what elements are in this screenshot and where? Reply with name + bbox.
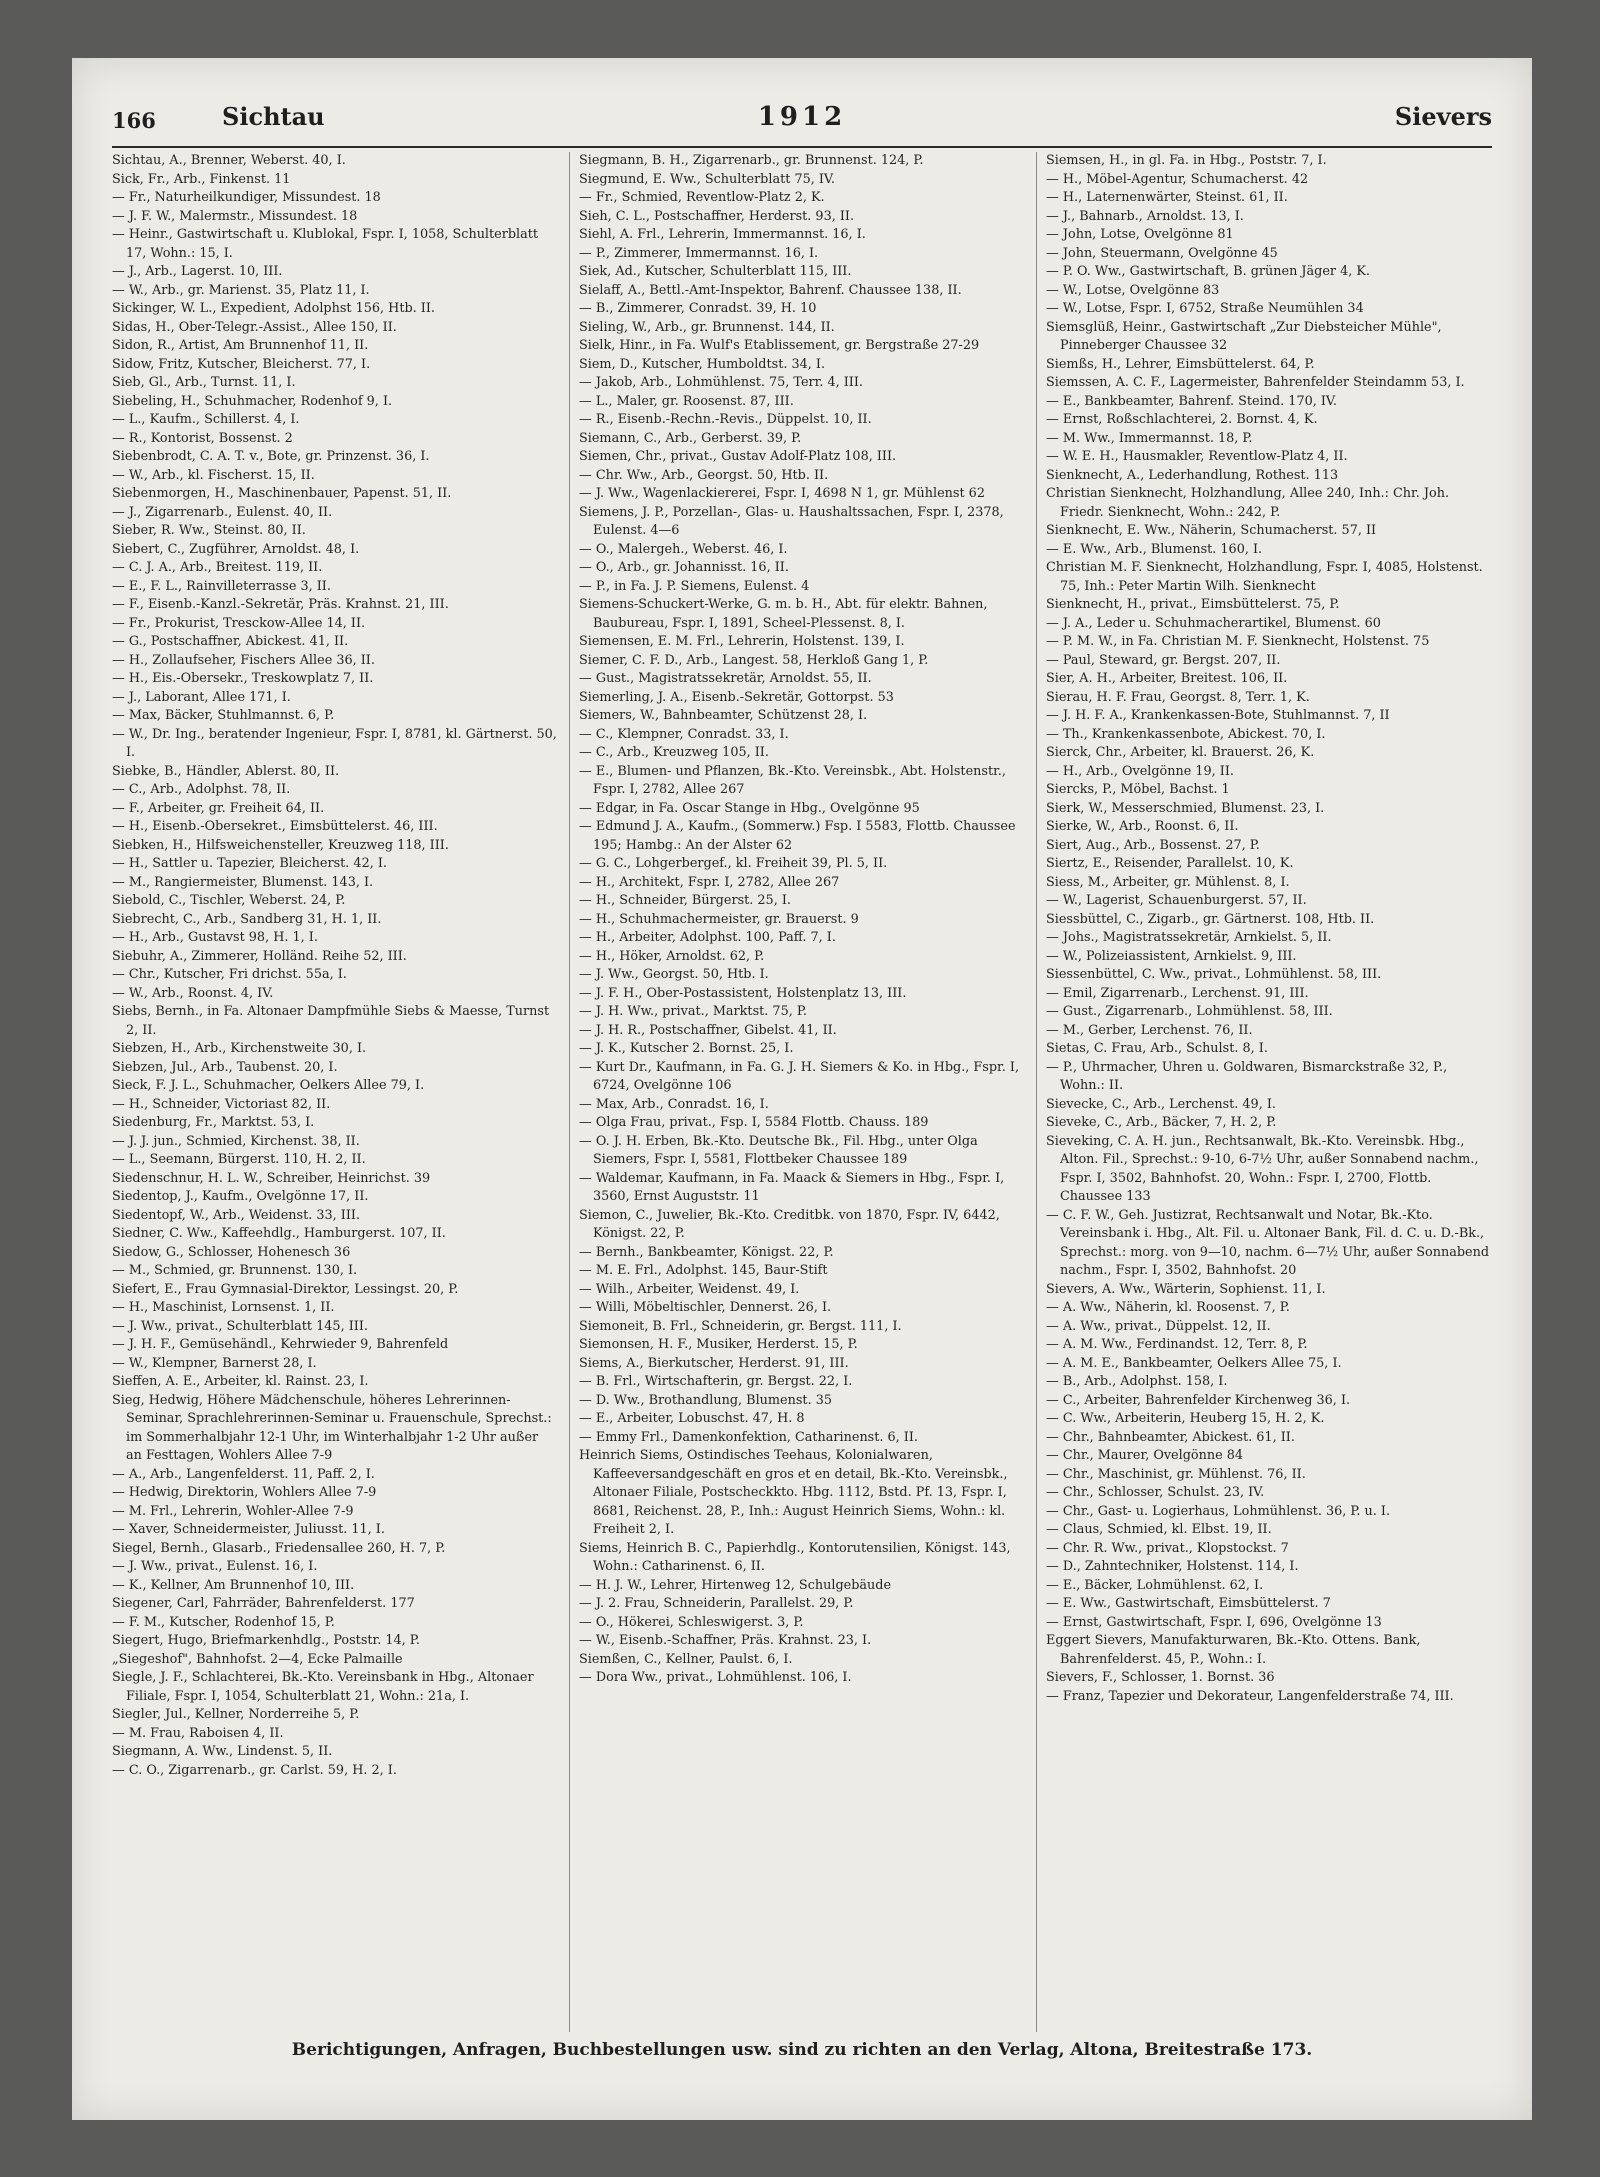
directory-entry: — J. A., Leder u. Schuhmacherartikel, Blumenst. 60: [1046, 615, 1381, 631]
directory-entry: Siessenbüttel, C. Ww., privat., Lohmühlenst. 58, III.: [1046, 967, 1382, 982]
directory-entry: — C., Arb., Adolphst. 78, II.: [112, 782, 291, 797]
directory-entry: Siegmund, E. Ww., Schulterblatt 75, IV.: [579, 171, 835, 187]
directory-entry: — J. Ww., Wagenlackiererei, Fspr. I, 4698 N 1, gr. Mühlenst 62: [579, 486, 985, 501]
directory-entry: — E. Ww., Gastwirtschaft, Eimsbüttelerst. 7: [1046, 1596, 1331, 1611]
directory-entry: Sienknecht, A., Lederhandlung, Rothest. 113: [1046, 467, 1339, 483]
directory-entry: — Fr., Prokurist, Tresckow-Allee 14, II.: [112, 615, 366, 631]
directory-entry: Siemensen, E. M. Frl., Lehrerin, Holstenst. 139, I.: [579, 634, 905, 649]
directory-entry: — W. E. H., Hausmakler, Reventlow-Platz 4, II.: [1046, 449, 1348, 464]
directory-entry: — E. Ww., Arb., Blumenst. 160, I.: [1046, 541, 1263, 557]
directory-entry: — W., Lotse, Ovelgönne 83: [1046, 282, 1220, 298]
directory-entry: — W., Arb., kl. Fischerst. 15, II.: [112, 467, 315, 483]
directory-entry: — H., Eisenb.-Obersekret., Eimsbüttelerst. 46, III.: [112, 819, 438, 834]
directory-entry: Sierke, W., Arb., Roonst. 6, II.: [1046, 819, 1239, 834]
directory-entry: — Franz, Tapezier und Dekorateur, Langenfelderstraße 74, III.: [1046, 1688, 1454, 1704]
directory-entry: — Gust., Zigarrenarb., Lohmühlenst. 58, III.: [1046, 1004, 1333, 1019]
directory-entry: Siemoneit, B. Frl., Schneiderin, gr. Bergst. 111, I.: [579, 1318, 902, 1334]
directory-entry: — D., Zahntechniker, Holstenst. 114, I.: [1046, 1559, 1299, 1574]
directory-entry: Sienknecht, E. Ww., Näherin, Schumacherst. 57, II: [1046, 523, 1377, 538]
year-heading: 1912: [757, 102, 847, 132]
directory-entry: — Chr., Maschinist, gr. Mühlenst. 76, II.: [1046, 1466, 1306, 1482]
directory-entry: Sielaff, A., Bettl.-Amt-Inspektor, Bahrenf. Chaussee 138, II.: [579, 282, 962, 298]
directory-entry: — Chr. Ww., Arb., Georgst. 50, Htb. II.: [579, 467, 829, 483]
directory-entry: Sick, Fr., Arb., Finkenst. 11: [112, 171, 291, 187]
directory-entry: Sierk, W., Messerschmied, Blumenst. 23, I.: [1046, 800, 1325, 816]
directory-entry: — H., Höker, Arnoldst. 62, P.: [579, 948, 765, 964]
directory-entry: Siebken, H., Hilfsweichensteller, Kreuzweg 118, III.: [112, 837, 449, 853]
directory-entry: Sieveke, C., Arb., Bäcker, 7, H. 2, P.: [1046, 1115, 1277, 1130]
directory-entry: Siemens, J. P., Porzellan-, Glas- u. Haushaltssachen, Fspr. I, 2378, Eulenst. 4—6: [579, 504, 1004, 538]
directory-entry: — Chr., Bahnbeamter, Abickest. 61, II.: [1046, 1429, 1295, 1445]
directory-entry: Siebrecht, C., Arb., Sandberg 31, H. 1, II.: [112, 911, 382, 927]
directory-entry: Siemen, Chr., privat., Gustav Adolf-Platz 108, III.: [579, 449, 897, 464]
directory-entry: Siegle, J. F., Schlachterei, Bk.-Kto. Vereinsbank in Hbg., Altonaer Filiale, Fspr. I, 1054, Schulterblatt 21, Wohn.: 21a, I.: [112, 1670, 534, 1704]
directory-entry: — Th., Krankenkassenbote, Abickest. 70, I.: [1046, 726, 1326, 742]
directory-entry: Siemsglüß, Heinr., Gastwirtschaft „Zur Diebsteicher Mühle", Pinneberger Chaussee 32: [1046, 319, 1442, 353]
directory-entry: Siegener, Carl, Fahrräder, Bahrenfelderst. 177: [112, 1596, 415, 1611]
directory-entry: — J., Arb., Lagerst. 10, III.: [112, 264, 283, 279]
directory-entry: Siefert, E., Frau Gymnasial-Direktor, Lessingst. 20, P.: [112, 1281, 459, 1297]
directory-entry: — M. Frau, Raboisen 4, II.: [112, 1725, 284, 1741]
directory-entry: — Max, Bäcker, Stuhlmannst. 6, P.: [112, 708, 335, 723]
directory-entry: — D. Ww., Brothandlung, Blumenst. 35: [579, 1392, 832, 1408]
directory-entry: — M., Rangiermeister, Blumenst. 143, I.: [112, 874, 374, 890]
directory-entry: Siegert, Hugo, Briefmarkenhdlg., Poststr. 14, P.: [112, 1633, 420, 1648]
directory-entry: — Fr., Naturheilkundiger, Missundest. 18: [112, 190, 381, 205]
directory-entry: Siemsen, H., in gl. Fa. in Hbg., Poststr. 7, I.: [1046, 153, 1327, 168]
directory-entry: Siemonsen, H. F., Musiker, Herderst. 15, P.: [579, 1337, 858, 1352]
directory-entry: Siemer, C. F. D., Arb., Langest. 58, Herkloß Gang 1, P.: [579, 652, 929, 668]
directory-entry: — J. 2. Frau, Schneiderin, Parallelst. 29, P.: [579, 1596, 854, 1611]
directory-entry: — Chr. R. Ww., privat., Klopstockst. 7: [1046, 1540, 1289, 1556]
directory-entry: Sieh, C. L., Postschaffner, Herderst. 93, II.: [579, 208, 855, 224]
directory-entry: — C., Klempner, Conradst. 33, I.: [579, 726, 789, 742]
directory-entry: — Olga Frau, privat., Fsp. I, 5584 Flottb. Chauss. 189: [579, 1115, 929, 1130]
directory-entry: — Waldemar, Kaufmann, in Fa. Maack & Siemers in Hbg., Fspr. I, 3560, Ernst Auguststr. 11: [579, 1170, 1005, 1204]
right-keyword: Sievers: [1394, 102, 1492, 131]
directory-entry: — P., in Fa. J. P. Siemens, Eulenst. 4: [579, 578, 810, 594]
directory-entry: Christian M. F. Sienknecht, Holzhandlung, Fspr. I, 4085, Holstenst. 75, Inh.: Peter Martin Wilh. Sienknecht: [1046, 560, 1483, 594]
directory-entry: — O. J. H. Erben, Bk.-Kto. Deutsche Bk., Fil. Hbg., unter Olga Siemers, Fspr. I, 5581, Flottbeker Chaussee 189: [579, 1133, 978, 1167]
directory-entry: — John, Steuermann, Ovelgönne 45: [1046, 245, 1278, 261]
directory-entry: — G. C., Lohgerbergef., kl. Freiheit 39, Pl. 5, II.: [579, 856, 888, 871]
directory-entry: — A., Arb., Langenfelderst. 11, Paff. 2, I.: [112, 1466, 375, 1482]
directory-entry: Sieveking, C. A. H. jun., Rechtsanwalt, Bk.-Kto. Vereinsbk. Hbg., Alton. Fil., Sprechst.: 9-10, 6-7½ Uhr, außer Sonnabend nachm., Fspr. I, 3502, Bahnhofst. 20, Wohn.: Fspr. I, 2700, Flottb. Chaussee 133: [1046, 1133, 1479, 1204]
directory-entry: — Willi, Möbeltischler, Dennerst. 26, I.: [579, 1300, 832, 1315]
directory-entry: — A. M. E., Bankbeamter, Oelkers Allee 75, I.: [1046, 1355, 1342, 1371]
directory-entry: — H., Sattler u. Tapezier, Bleicherst. 42, I.: [112, 856, 387, 871]
directory-entry: — H., Arb., Ovelgönne 19, II.: [1046, 763, 1234, 779]
directory-entry: Sienknecht, H., privat., Eimsbüttelerst. 75, P.: [1046, 597, 1340, 612]
directory-entry: — P., Zimmerer, Immermannst. 16, I.: [579, 245, 819, 261]
directory-entry: — C. J. A., Arb., Breitest. 119, II.: [112, 560, 323, 575]
directory-entry: — J. K., Kutscher 2. Bornst. 25, I.: [579, 1041, 794, 1056]
column-2: [579, 152, 1025, 2032]
directory-page: [72, 58, 1532, 2120]
directory-entry: — Edgar, in Fa. Oscar Stange in Hbg., Ovelgönne 95: [579, 800, 920, 816]
directory-entry: — J. H. F. A., Krankenkassen-Bote, Stuhlmannst. 7, II: [1046, 708, 1390, 723]
directory-entry: — B. Frl., Wirtschafterin, gr. Bergst. 22, I.: [579, 1374, 853, 1389]
directory-entry: Sieling, W., Arb., gr. Brunnenst. 144, II.: [579, 319, 835, 335]
directory-entry: — H., Schneider, Bürgerst. 25, I.: [579, 893, 791, 908]
directory-entry: — Ernst, Roßschlachterei, 2. Bornst. 4, K.: [1046, 412, 1318, 427]
directory-entry: — John, Lotse, Ovelgönne 81: [1046, 227, 1234, 242]
directory-entry: — C., Arb., Kreuzweg 105, II.: [579, 745, 769, 760]
directory-entry: — H., Architekt, Fspr. I, 2782, Allee 267: [579, 874, 840, 890]
directory-entry: — W., Dr. Ing., beratender Ingenieur, Fspr. I, 8781, kl. Gärtnerst. 50, I.: [112, 726, 557, 760]
directory-entry: — Chr., Schlosser, Schulst. 23, IV.: [1046, 1485, 1265, 1500]
directory-entry: — J., Laborant, Allee 171, I.: [112, 689, 291, 705]
directory-entry: Sievecke, C., Arb., Lerchenst. 49, I.: [1046, 1096, 1276, 1112]
directory-entry: Sier, A. H., Arbeiter, Breitest. 106, II.: [1046, 671, 1288, 686]
directory-entry: Siemann, C., Arb., Gerberst. 39, P.: [579, 430, 802, 446]
column-3: [1046, 152, 1492, 2032]
directory-entry: Siebenmorgen, H., Maschinenbauer, Papenst. 51, II.: [112, 486, 452, 501]
directory-entry: Sickinger, W. L., Expedient, Adolphst 156, Htb. II.: [112, 301, 435, 316]
directory-entry: — J., Zigarrenarb., Eulenst. 40, II.: [112, 504, 333, 520]
directory-entry: Siedenschnur, H. L. W., Schreiber, Heinrichst. 39: [112, 1170, 431, 1186]
directory-entry: — Wilh., Arbeiter, Weidenst. 49, I.: [579, 1281, 800, 1297]
directory-entry: — W., Lagerist, Schauenburgerst. 57, II.: [1046, 893, 1307, 908]
directory-entry: Sieg, Hedwig, Höhere Mädchenschule, höheres Lehrerinnen-Seminar, Sprachlehrerinnen-Seminar u. Frauenschule, Sprechst.: im Sommerhalbjahr 12-1 Uhr, im Winterhalbjahr 1-2 Uhr außer an Festtagen, Wohlers Allee 7-9: [112, 1392, 552, 1463]
directory-entry: Christian Sienknecht, Holzhandlung, Allee 240, Inh.: Chr. Joh. Friedr. Sienknecht, Wohn.: 242, P.: [1046, 486, 1450, 520]
directory-entry: Heinrich Siems, Ostindisches Teehaus, Kolonialwaren, Kaffeeversandgeschäft en gros et en detail, Bk.-Kto. Vereinsbk., Altonaer Filiale, Postscheckkto. Hbg. 1112, Bstd. Pf. 13, Fspr. I, 8681, Reichenst. 28, P., Inh.: August Heinrich Siems, Wohn.: kl. Freiheit 2, I.: [579, 1448, 1008, 1537]
directory-entry: — Paul, Steward, gr. Bergst. 207, II.: [1046, 652, 1281, 668]
directory-entry: — Edmund J. A., Kaufm., (Sommerw.) Fsp. I 5583, Flottb. Chaussee 195; Hambg.: An der Alster 62: [579, 819, 1016, 853]
directory-entry: — Kurt Dr., Kaufmann, in Fa. G. J. H. Siemers & Ko. in Hbg., Fspr. I, 6724, Ovelgönne 106: [579, 1059, 1020, 1093]
directory-entry: — W., Lotse, Fspr. I, 6752, Straße Neumühlen 34: [1046, 301, 1364, 316]
directory-entry: — H., Zollaufseher, Fischers Allee 36, II.: [112, 652, 375, 668]
directory-entry: — Dora Ww., privat., Lohmühlenst. 106, I.: [579, 1670, 852, 1685]
directory-entry: — E., Blumen- und Pflanzen, Bk.-Kto. Vereinsbk., Abt. Holstenstr., Fspr. I, 2782, Allee 267: [579, 763, 1006, 797]
directory-entry: — H., Möbel-Agentur, Schumacherst. 42: [1046, 171, 1309, 187]
directory-entry: Sievers, F., Schlosser, 1. Bornst. 36: [1046, 1670, 1275, 1685]
directory-entry: Sidon, R., Artist, Am Brunnenhof 11, II.: [112, 338, 369, 353]
directory-entry: — J. H. Ww., privat., Marktst. 75, P.: [579, 1004, 807, 1019]
directory-entry: Siemßen, C., Kellner, Paulst. 6, I.: [579, 1651, 793, 1667]
directory-entry: — O., Malergeh., Weberst. 46, I.: [579, 541, 788, 557]
directory-entry: — H., Maschinist, Lornsenst. 1, II.: [112, 1300, 335, 1315]
column-1: [112, 152, 558, 2032]
directory-entry: — W., Eisenb.-Schaffner, Präs. Krahnst. 23, I.: [579, 1633, 872, 1648]
directory-entry: — B., Zimmerer, Conradst. 39, H. 10: [579, 301, 817, 316]
directory-entry: — J. H. R., Postschaffner, Gibelst. 41, II.: [579, 1022, 837, 1038]
directory-entry: — M., Gerber, Lerchenst. 76, II.: [1046, 1022, 1253, 1038]
directory-entry: Sietas, C. Frau, Arb., Schulst. 8, I.: [1046, 1041, 1268, 1056]
directory-entry: Sierck, Chr., Arbeiter, kl. Brauerst. 26, K.: [1046, 745, 1315, 760]
directory-entry: — H., Schuhmachermeister, gr. Brauerst. 9: [579, 911, 859, 927]
directory-entry: Siebold, C., Tischler, Weberst. 24, P.: [112, 893, 346, 908]
directory-entry: Siek, Ad., Kutscher, Schulterblatt 115, III.: [579, 264, 852, 279]
directory-entry: Siem, D., Kutscher, Humboldtst. 34, I.: [579, 356, 826, 372]
directory-entry: — F., Arbeiter, gr. Freiheit 64, II.: [112, 800, 325, 816]
directory-entry: — C., Arbeiter, Bahrenfelder Kirchenweg 36, I.: [1046, 1392, 1351, 1408]
directory-entry: — C. Ww., Arbeiterin, Heuberg 15, H. 2, K.: [1046, 1411, 1325, 1426]
directory-entry: — L., Seemann, Bürgerst. 110, H. 2, II.: [112, 1152, 366, 1167]
directory-entry: — G., Postschaffner, Abickest. 41, II.: [112, 634, 349, 649]
directory-entry: — P. O. Ww., Gastwirtschaft, B. grünen Jäger 4, K.: [1046, 264, 1371, 279]
directory-entry: Siedner, C. Ww., Kaffeehdlg., Hamburgerst. 107, II.: [112, 1226, 446, 1241]
directory-entry: Sieb, Gl., Arb., Turnst. 11, I.: [112, 375, 296, 390]
directory-entry: — J. F. H., Ober-Postassistent, Holstenplatz 13, III.: [579, 985, 907, 1001]
directory-entry: Sierau, H. F. Frau, Georgst. 8, Terr. 1, K.: [1046, 689, 1310, 705]
directory-entry: Siegel, Bernh., Glasarb., Friedensallee 260, H. 7, P.: [112, 1540, 446, 1556]
directory-entry: — Heinr., Gastwirtschaft u. Klublokal, Fspr. I, 1058, Schulterblatt 17, Wohn.: 15, I.: [112, 227, 539, 261]
directory-entry: — Chr., Kutscher, Fri drichst. 55a, I.: [112, 967, 347, 982]
directory-entry: — P., Uhrmacher, Uhren u. Goldwaren, Bismarckstraße 32, P., Wohn.: II.: [1046, 1059, 1448, 1093]
column-divider: [1036, 152, 1037, 2032]
directory-entry: — W., Arb., gr. Marienst. 35, Platz 11, I.: [112, 282, 370, 298]
page-header: [112, 102, 1492, 142]
directory-entry: Sieck, F. J. L., Schuhmacher, Oelkers Allee 79, I.: [112, 1078, 425, 1093]
header-rule: [112, 146, 1492, 148]
directory-entry: Siemssen, A. C. F., Lagermeister, Bahrenfelder Steindamm 53, I.: [1046, 375, 1465, 390]
directory-entry: — H., Eis.-Obersekr., Treskowplatz 7, II.: [112, 671, 374, 686]
directory-entry: Siedentopf, W., Arb., Weidenst. 33, III.: [112, 1207, 361, 1223]
directory-entry: — O., Arb., gr. Johannisst. 16, II.: [579, 560, 789, 575]
directory-entry: — F., Eisenb.-Kanzl.-Sekretär, Präs. Krahnst. 21, III.: [112, 597, 449, 612]
directory-entry: Eggert Sievers, Manufakturwaren, Bk.-Kto. Ottens. Bank, Bahrenfelderst. 45, P., Wohn.: I.: [1046, 1633, 1421, 1667]
directory-entry: — O., Hökerei, Schleswigerst. 3, P.: [579, 1614, 804, 1630]
directory-entry: — Gust., Magistratssekretär, Arnoldst. 55, II.: [579, 671, 872, 686]
directory-entry: — E., Arbeiter, Lobuschst. 47, H. 8: [579, 1411, 805, 1426]
directory-entry: Siegmann, B. H., Zigarrenarb., gr. Brunnenst. 124, P.: [579, 153, 924, 168]
directory-entry: — P. M. W., in Fa. Christian M. F. Sienknecht, Holstenst. 75: [1046, 634, 1430, 649]
directory-entry: — J. H. F., Gemüsehändl., Kehrwieder 9, Bahrenfeld: [112, 1337, 449, 1352]
directory-entry: Siebs, Bernh., in Fa. Altonaer Dampfmühle Siebs & Maesse, Turnst 2, II.: [112, 1004, 550, 1038]
directory-entry: Sievers, A. Ww., Wärterin, Sophienst. 11, I.: [1046, 1281, 1326, 1297]
directory-entry: Siems, Heinrich B. C., Papierhdlg., Kontorutensilien, Königst. 143, Wohn.: Catharinenst. 6, II.: [579, 1540, 1011, 1574]
directory-entry: — C. O., Zigarrenarb., gr. Carlst. 59, H. 2, I.: [112, 1762, 397, 1778]
directory-entry: — B., Arb., Adolphst. 158, I.: [1046, 1374, 1228, 1389]
directory-entry: — Chr., Maurer, Ovelgönne 84: [1046, 1448, 1244, 1463]
directory-entry: — K., Kellner, Am Brunnenhof 10, III.: [112, 1577, 355, 1593]
directory-entry: — L., Kaufm., Schillerst. 4, I.: [112, 412, 300, 427]
directory-entry: — W., Polizeiassistent, Arnkielst. 9, III.: [1046, 948, 1297, 964]
directory-entry: — E., Bankbeamter, Bahrenf. Steind. 170, IV.: [1046, 393, 1337, 409]
directory-entry: — J., Bahnarb., Arnoldst. 13, I.: [1046, 208, 1244, 224]
directory-entry: — Emmy Frl., Damenkonfektion, Catharinenst. 6, II.: [579, 1429, 918, 1445]
column-divider: [569, 152, 570, 2032]
left-keyword: Sichtau: [222, 102, 325, 131]
directory-entry: Siert, Aug., Arb., Bossenst. 27, P.: [1046, 837, 1260, 853]
directory-entry: Siedow, G., Schlosser, Hohenesch 36: [112, 1244, 351, 1260]
directory-entry: — C. F. W., Geh. Justizrat, Rechtsanwalt und Notar, Bk.-Kto. Vereinsbank i. Hbg., Alt. Fil. u. Altonaer Bank, Fil. d. C. u. D.-Bk., Sprechst.: morg. von 9—10, nachm. 6—7½ Uhr, außer Sonnabend nachm., Fspr. I, 3502, Bahnhofst. 20: [1046, 1207, 1490, 1278]
directory-entry: Siemßs, H., Lehrer, Eimsbüttelerst. 64, P.: [1046, 356, 1315, 372]
directory-entry: — M., Schmied, gr. Brunnenst. 130, I.: [112, 1263, 358, 1278]
directory-entry: — H., Arbeiter, Adolphst. 100, Paff. 7, I.: [579, 930, 836, 945]
directory-entry: Siemon, C., Juwelier, Bk.-Kto. Creditbk. von 1870, Fspr. IV, 6442, Königst. 22, P.: [579, 1207, 1000, 1241]
directory-entry: Siems, A., Bierkutscher, Herderst. 91, III.: [579, 1355, 849, 1371]
directory-entry: Siedentop, J., Kaufm., Ovelgönne 17, II.: [112, 1189, 369, 1204]
directory-entry: — W., Klempner, Barnerst 28, I.: [112, 1355, 317, 1371]
directory-entry: Siehl, A. Frl., Lehrerin, Immermannst. 16, I.: [579, 227, 866, 242]
directory-entry: Sieffen, A. E., Arbeiter, kl. Rainst. 23, I.: [112, 1374, 369, 1389]
directory-entry: Siebert, C., Zugführer, Arnoldst. 48, I.: [112, 541, 360, 557]
directory-entry: — M. Frl., Lehrerin, Wohler-Allee 7-9: [112, 1503, 354, 1519]
directory-entry: Siegler, Jul., Kellner, Norderreihe 5, P.: [112, 1707, 360, 1722]
directory-entry: — W., Arb., Roonst. 4, IV.: [112, 985, 274, 1001]
directory-entry: — H., Arb., Gustavst 98, H. 1, I.: [112, 930, 318, 945]
directory-entry: — E., Bäcker, Lohmühlenst. 62, I.: [1046, 1577, 1264, 1593]
directory-entry: — Johs., Magistratssekretär, Arnkielst. 5, II.: [1046, 930, 1332, 945]
directory-entry: — J. J. jun., Schmied, Kirchenst. 38, II.: [112, 1133, 360, 1149]
directory-entry: Siessbüttel, C., Zigarb., gr. Gärtnerst. 108, Htb. II.: [1046, 911, 1375, 927]
directory-entry: Siebenbrodt, C. A. T. v., Bote, gr. Prinzenst. 36, I.: [112, 449, 430, 464]
directory-entry: — J. F. W., Malermstr., Missundest. 18: [112, 208, 358, 224]
directory-entry: Sielk, Hinr., in Fa. Wulf's Etablissement, gr. Bergstraße 27-29: [579, 338, 980, 353]
directory-entry: Siess, M., Arbeiter, gr. Mühlenst. 8, I.: [1046, 874, 1290, 890]
directory-entry: Sidow, Fritz, Kutscher, Bleicherst. 77, I.: [112, 356, 371, 372]
directory-entry: — J. Ww., privat., Schulterblatt 145, III.: [112, 1318, 368, 1334]
directory-entry: Siebuhr, A., Zimmerer, Holländ. Reihe 52, III.: [112, 948, 407, 964]
directory-entry: — Bernh., Bankbeamter, Königst. 22, P.: [579, 1244, 834, 1260]
page-footer: Berichtigungen, Anfragen, Buchbestellungen usw. sind zu richten an den Verlag, Altona, Breitestraße 173.: [291, 2040, 1313, 2060]
directory-entry: — M. E. Frl., Adolphst. 145, Baur-Stift: [579, 1263, 828, 1278]
directory-entry: Siemerling, J. A., Eisenb.-Sekretär, Gottorpst. 53: [579, 689, 894, 705]
directory-entry: Sieber, R. Ww., Steinst. 80, II.: [112, 523, 306, 538]
directory-entry: — A. M. Ww., Ferdinandst. 12, Terr. 8, P.: [1046, 1337, 1308, 1352]
directory-entry: — L., Maler, gr. Roosenst. 87, III.: [579, 393, 794, 409]
directory-entry: Siebeling, H., Schuhmacher, Rodenhof 9, I.: [112, 393, 393, 409]
directory-entry: Siertz, E., Reisender, Parallelst. 10, K.: [1046, 856, 1294, 871]
directory-entry: — J. Ww., Georgst. 50, Htb. I.: [579, 967, 769, 982]
directory-entry: Siebzen, H., Arb., Kirchenstweite 30, I.: [112, 1041, 367, 1056]
directory-entry: — F. M., Kutscher, Rodenhof 15, P.: [112, 1614, 335, 1630]
directory-entry: — Hedwig, Direktorin, Wohlers Allee 7-9: [112, 1485, 377, 1500]
directory-entry: Sidas, H., Ober-Telegr.-Assist., Allee 150, II.: [112, 319, 397, 335]
directory-entry: Siegmann, A. Ww., Lindenst. 5, II.: [112, 1744, 333, 1759]
page-number: 166: [112, 108, 156, 133]
directory-entry: — Claus, Schmied, kl. Elbst. 19, II.: [1046, 1522, 1272, 1537]
directory-entry: Siedenburg, Fr., Marktst. 53, I.: [112, 1115, 315, 1130]
directory-entry: Siemens-Schuckert-Werke, G. m. b. H., Abt. für elektr. Bahnen, Baubureau, Fspr. I, 1891, Scheel-Plessenst. 8, I.: [579, 597, 988, 631]
directory-entry: — A. Ww., privat., Düppelst. 12, II.: [1046, 1318, 1271, 1334]
directory-entry: — A. Ww., Näherin, kl. Roosenst. 7, P.: [1046, 1300, 1290, 1315]
directory-entry: — J. Ww., privat., Eulenst. 16, I.: [112, 1559, 318, 1574]
directory-entry: Siemers, W., Bahnbeamter, Schützenst 28, I.: [579, 708, 868, 723]
directory-entry: Siebke, B., Händler, Ablerst. 80, II.: [112, 763, 340, 779]
directory-entry: „Siegeshof", Bahnhofst. 2—4, Ecke Palmaille: [112, 1651, 403, 1667]
directory-entry: Sichtau, A., Brenner, Weberst. 40, I.: [112, 153, 346, 168]
directory-entry: Siebzen, Jul., Arb., Taubenst. 20, I.: [112, 1059, 338, 1075]
directory-entry: — H. J. W., Lehrer, Hirtenweg 12, Schulgebäude: [579, 1577, 892, 1593]
directory-entry: — Max, Arb., Conradst. 16, I.: [579, 1096, 769, 1112]
directory-entry: — Xaver, Schneidermeister, Juliusst. 11, I.: [112, 1522, 385, 1537]
directory-entry: — R., Kontorist, Bossenst. 2: [112, 430, 293, 446]
directory-entry: — R., Eisenb.-Rechn.-Revis., Düppelst. 10, II.: [579, 412, 872, 427]
directory-entry: — Ernst, Gastwirtschaft, Fspr. I, 696, Ovelgönne 13: [1046, 1614, 1382, 1630]
directory-entry: — E., F. L., Rainvilleterrasse 3, II.: [112, 578, 331, 594]
directory-entry: — Chr., Gast- u. Logierhaus, Lohmühlenst. 36, P. u. I.: [1046, 1503, 1391, 1519]
directory-entry: Siercks, P., Möbel, Bachst. 1: [1046, 782, 1230, 797]
directory-entry: — Emil, Zigarrenarb., Lerchenst. 91, III.: [1046, 985, 1309, 1001]
directory-entry: — Fr., Schmied, Reventlow-Platz 2, K.: [579, 190, 825, 205]
directory-entry: — H., Schneider, Victoriast 82, II.: [112, 1096, 331, 1112]
directory-entry: — M. Ww., Immermannst. 18, P.: [1046, 430, 1253, 446]
directory-entry: — H., Laternenwärter, Steinst. 61, II.: [1046, 190, 1288, 205]
directory-entry: — Jakob, Arb., Lohmühlenst. 75, Terr. 4, III.: [579, 375, 863, 390]
